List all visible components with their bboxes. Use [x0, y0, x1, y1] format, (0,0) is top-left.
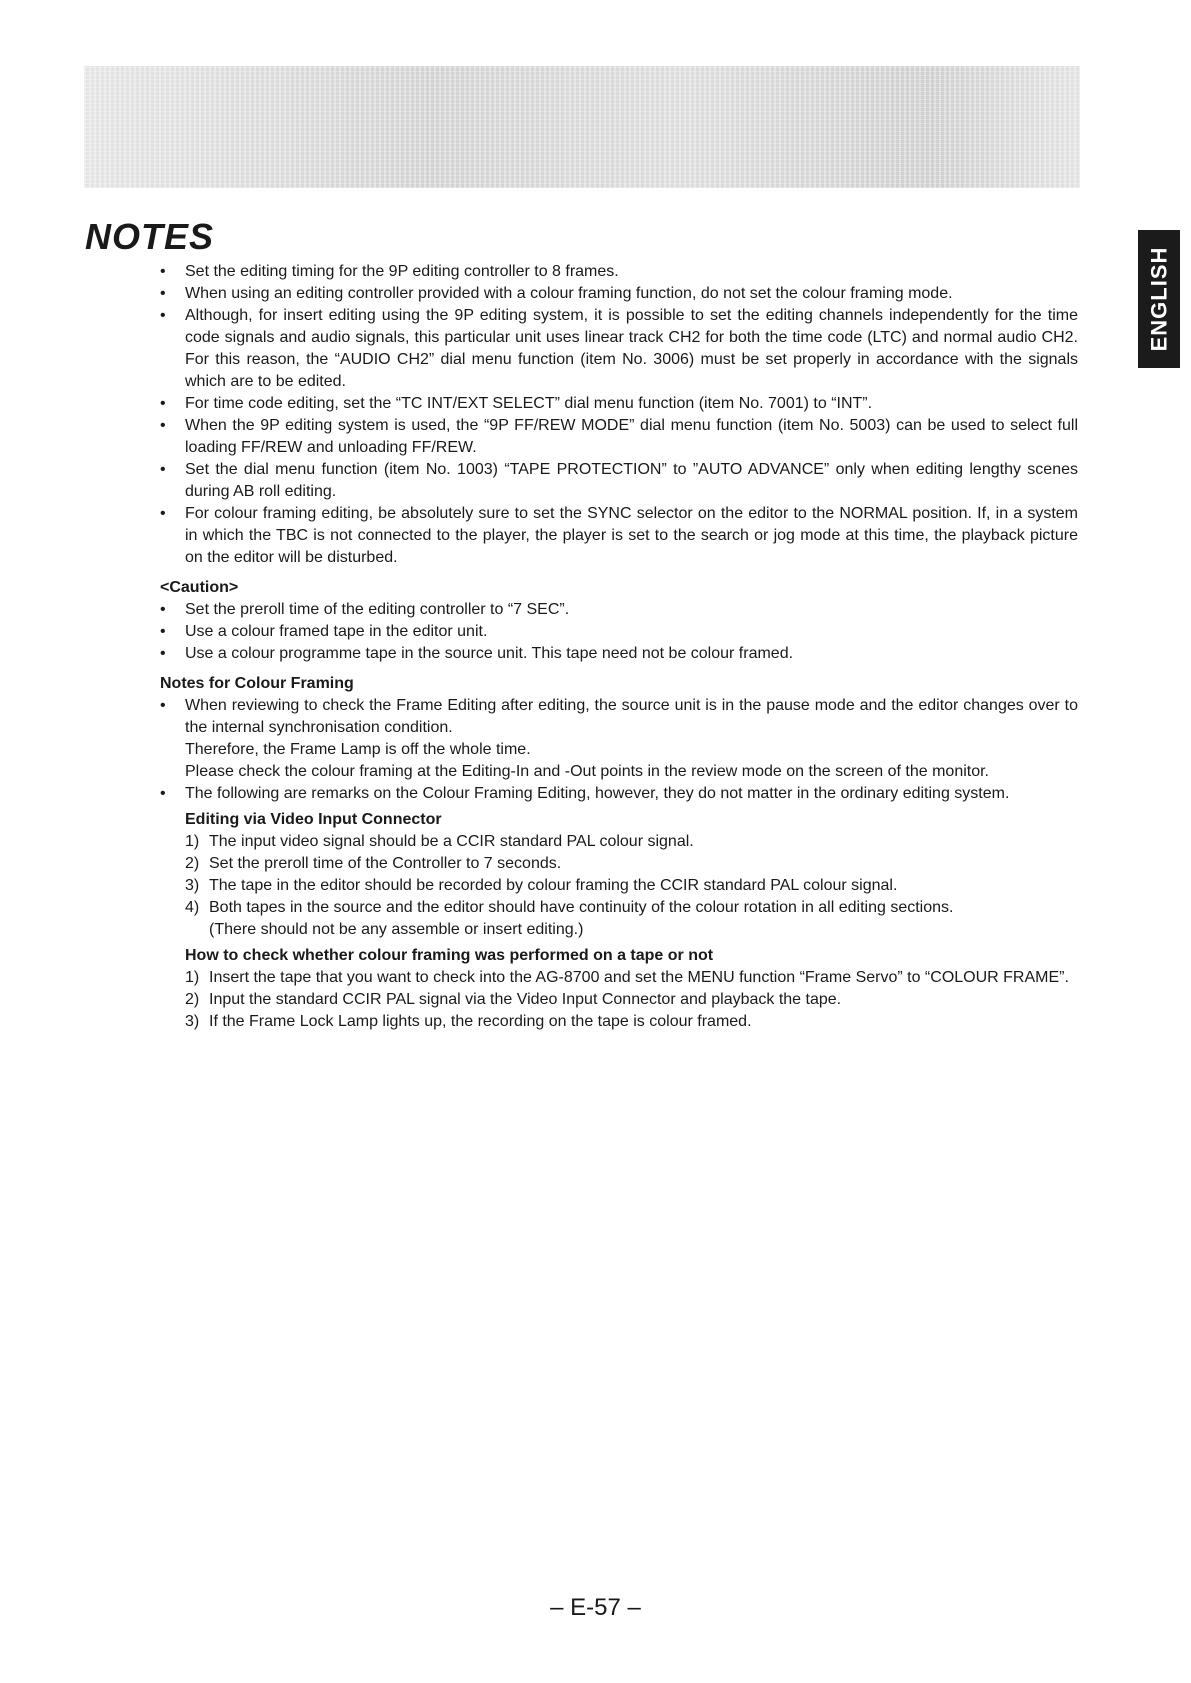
step-item: 1) The input video signal should be a CCIR standard PAL colour signal.	[185, 833, 694, 850]
list-item: • Although, for insert editing using the 9P editing system, it is possible to set the editing channels independently for the time code signals and audio signals, this particular unit uses linear track CH2 for both the time code (LTC) and normal audio CH2. For this reason, the “AUDIO CH2” dial menu function (item No. 3006) must be set properly in accordance with the signals which are to be edited.	[160, 307, 1078, 390]
colour-framing-list	[160, 695, 1078, 805]
notes-content	[160, 261, 1078, 1033]
how-to-check-steps	[185, 967, 1078, 1033]
video-input-steps	[185, 831, 1078, 941]
caution-heading: <Caution>	[160, 579, 239, 596]
list-item: • For time code editing, set the “TC INT/EXT SELECT” dial menu function (item No. 7001) to “INT”.	[160, 395, 873, 412]
list-item: • When reviewing to check the Frame Editing after editing, the source unit is in the pause mode and the editor changes over to the internal synchronisation condition. Therefore, the Frame Lamp is off the whole time. Please check the colour framing at the Editing-In and -Out points in the review mode on the screen of the monitor.	[160, 697, 1078, 780]
colour-framing-heading: Notes for Colour Framing	[160, 675, 354, 692]
list-item: • When using an editing controller provided with a colour framing function, do not set the colour framing mode.	[160, 285, 953, 302]
video-input-heading: Editing via Video Input Connector	[185, 811, 442, 828]
list-item: • Use a colour framed tape in the editor unit.	[160, 623, 488, 640]
video-input-section	[160, 809, 1078, 1033]
list-item: • Set the editing timing for the 9P editing controller to 8 frames.	[160, 263, 619, 280]
step-item: 1) Insert the tape that you want to check into the AG-8700 and set the MENU function “Frame Servo” to “COLOUR FRAME”.	[185, 969, 1069, 986]
step-item: 3) The tape in the editor should be recorded by colour framing the CCIR standard PAL colour signal.	[185, 877, 898, 894]
header-texture-band	[84, 66, 1080, 188]
list-item: • Set the preroll time of the editing controller to “7 SEC”.	[160, 601, 570, 618]
language-tab-label: ENGLISH	[1146, 246, 1172, 352]
step-item: 2) Input the standard CCIR PAL signal via the Video Input Connector and playback the tape.	[185, 991, 842, 1008]
list-item: • The following are remarks on the Colour Framing Editing, however, they do not matter in the ordinary editing system.	[160, 785, 1010, 802]
how-to-check-heading: How to check whether colour framing was performed on a tape or not	[185, 947, 714, 964]
list-item: • Set the dial menu function (item No. 1003) “TAPE PROTECTION” to ”AUTO ADVANCE” only when editing lengthy scenes during AB roll editing.	[160, 461, 1078, 500]
step-item: 4) Both tapes in the source and the editor should have continuity of the colour rotation in all editing sections. (There should not be any assemble or insert editing.)	[185, 899, 954, 938]
list-item: • For colour framing editing, be absolutely sure to set the SYNC selector on the editor to the NORMAL position. If, in a system in which the TBC is not connected to the player, the player is set to the search or jog mode at this time, the playback picture on the editor will be disturbed.	[160, 505, 1078, 566]
step-item: 3) If the Frame Lock Lamp lights up, the recording on the tape is colour framed.	[185, 1013, 752, 1030]
list-item: • Use a colour programme tape in the source unit. This tape need not be colour framed.	[160, 645, 794, 662]
step-item: 2) Set the preroll time of the Controller to 7 seconds.	[185, 855, 562, 872]
page-number: – E-57 –	[550, 1594, 641, 1621]
notes-list	[160, 261, 1078, 569]
language-tab	[1138, 230, 1180, 368]
list-item: • When the 9P editing system is used, the “9P FF/REW MODE” dial menu function (item No. 5003) can be used to select full loading FF/REW and unloading FF/REW.	[160, 417, 1078, 456]
caution-list	[160, 599, 1078, 665]
page-title: NOTES	[85, 216, 215, 257]
